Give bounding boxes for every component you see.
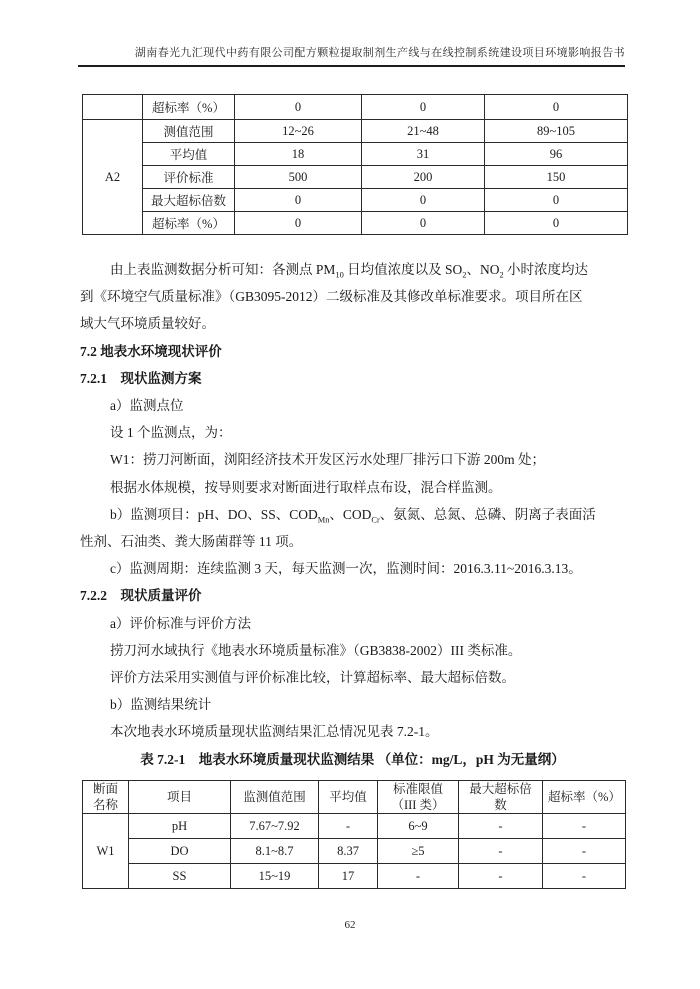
row-label-cell: 评价标准: [143, 166, 235, 189]
row-label-cell: 最大超标倍数: [143, 189, 235, 212]
item-cell: SS: [129, 864, 231, 889]
line-w1-location: W1：捞刀河断面，浏阳经济技术开发区污水处理厂排污口下游 200m 处；: [110, 452, 545, 468]
site-id-cell: A2: [83, 120, 143, 235]
column-header-item: 项目: [129, 780, 231, 814]
value-cell: 31: [362, 143, 485, 166]
row-label-cell: 平均值: [143, 143, 235, 166]
column-header-section-name: 断面名称: [83, 780, 129, 814]
item-cell: DO: [129, 839, 231, 864]
value-cell: 0: [362, 212, 485, 235]
list-item-c-monitoring-period: c）监测周期：连续监测 3 天，每天监测一次，监测时间：2016.3.11~2016.3.13。: [110, 561, 582, 577]
line-site-intro: 设 1 个监测点，为：: [110, 425, 232, 441]
report-header-title: 湖南春光九汇现代中药有限公司配方颗粒提取制剂生产线与在线控制系统建设项目环境影响报告书: [78, 44, 625, 67]
line-result-summary: 本次地表水环境质量现状监测结果汇总情况见表 7.2-1。: [110, 724, 439, 740]
value-cell: 7.67~7.92: [231, 814, 319, 839]
table-7-2-1-caption: 表 7.2-1 地表水环境质量现状监测结果 （单位：mg/L，pH 为无量纲）: [140, 751, 565, 767]
table-row: [83, 120, 628, 143]
value-cell: 0: [235, 189, 362, 212]
table-row: [83, 864, 626, 889]
line-sampling-method: 根据水体规模，按导则要求对断面进行取样点布设，混合样监测。: [110, 479, 502, 495]
value-cell: 0: [485, 189, 628, 212]
table-header-row: [83, 780, 626, 814]
value-cell: -: [378, 864, 459, 889]
value-cell: 200: [362, 166, 485, 189]
column-header-average: 平均值: [319, 780, 378, 814]
table-row: [83, 212, 628, 235]
row-label-cell: 超标率（%）: [143, 95, 235, 120]
value-cell: 0: [485, 212, 628, 235]
paragraph-air-conclusion-line1: 由上表监测数据分析可知：各测点 $PM_{10}$ 日均值浓度以及 $SO_2$、$NO_2$ 小时浓度均达: [110, 262, 589, 280]
table-row: [83, 166, 628, 189]
column-header-max-exceed: 最大超标倍数: [459, 780, 543, 814]
value-cell: 6~9: [378, 814, 459, 839]
section-heading-7-2-1: 7.2.1 现状监测方案: [80, 370, 202, 386]
value-cell: 500: [235, 166, 362, 189]
value-cell: 150: [485, 166, 628, 189]
value-cell: 96: [485, 143, 628, 166]
value-cell: -: [459, 864, 543, 889]
row-label-cell: 超标率（%）: [143, 212, 235, 235]
paragraph-air-conclusion-line3: 域大气环境质量较好。: [80, 316, 215, 332]
value-cell: 8.1~8.7: [231, 839, 319, 864]
value-cell: 0: [235, 212, 362, 235]
item-cell: pH: [129, 814, 231, 839]
page-header: [78, 0, 625, 67]
list-item-a-monitoring-points: a）监测点位: [110, 398, 184, 414]
value-cell: 0: [485, 95, 628, 120]
list-item-b-monitoring-items: b）监测项目：pH、DO、SS、$COD_{Mn}$、$COD_{Cr}$、氨氮、总氮、总磷、阴离子表面活: [110, 506, 596, 525]
value-cell: 15~19: [231, 864, 319, 889]
value-cell: 8.37: [319, 839, 378, 864]
value-cell: 0: [235, 95, 362, 120]
value-cell: -: [319, 814, 378, 839]
column-header-limit: 标准限值（III 类）: [378, 780, 459, 814]
table-row: [83, 814, 626, 839]
value-cell: 17: [319, 864, 378, 889]
value-cell: 89~105: [485, 120, 628, 143]
value-cell: 12~26: [235, 120, 362, 143]
value-cell: 21~48: [362, 120, 485, 143]
list-item-b-continuation: 性剂、石油类、粪大肠菌群等 11 项。: [80, 534, 303, 550]
section-heading-7-2-2: 7.2.2 现状质量评价: [80, 588, 202, 604]
row-label-cell: 测值范围: [143, 120, 235, 143]
table-row: [83, 95, 628, 120]
value-cell: 0: [362, 189, 485, 212]
column-header-range: 监测值范围: [231, 780, 319, 814]
line-water-standard: 捞刀河水域执行《地表水环境质量标准》（GB3838-2002）III 类标准。: [110, 642, 522, 658]
section-heading-7-2: 7.2 地表水环境现状评价: [80, 343, 222, 359]
line-evaluation-method: 评价方法采用实测值与评价标准比较，计算超标率、最大超标倍数。: [110, 670, 515, 686]
table-row: [83, 189, 628, 212]
site-id-cell-empty: [83, 95, 143, 120]
value-cell: -: [543, 839, 626, 864]
value-cell: -: [543, 864, 626, 889]
page-number: 62: [344, 919, 356, 932]
value-cell: 18: [235, 143, 362, 166]
water-quality-results-table: [82, 780, 626, 890]
air-quality-monitoring-table: [82, 94, 628, 235]
body-text: [80, 256, 625, 773]
section-id-cell: W1: [83, 814, 129, 889]
value-cell: -: [459, 839, 543, 864]
value-cell: 0: [362, 95, 485, 120]
value-cell: -: [459, 814, 543, 839]
table-row: [83, 839, 626, 864]
column-header-exceed-rate: 超标率（%）: [543, 780, 626, 814]
paragraph-air-conclusion-line2: 到《环境空气质量标准》（GB3095-2012）二级标准及其修改单标准要求。项目所在区: [80, 289, 583, 305]
list-item-b-result-statistics: b）监测结果统计: [110, 697, 212, 713]
value-cell: ≥5: [378, 839, 459, 864]
list-item-a-evaluation-standard: a）评价标准与评价方法: [110, 615, 251, 631]
table-row: [83, 143, 628, 166]
value-cell: -: [543, 814, 626, 839]
